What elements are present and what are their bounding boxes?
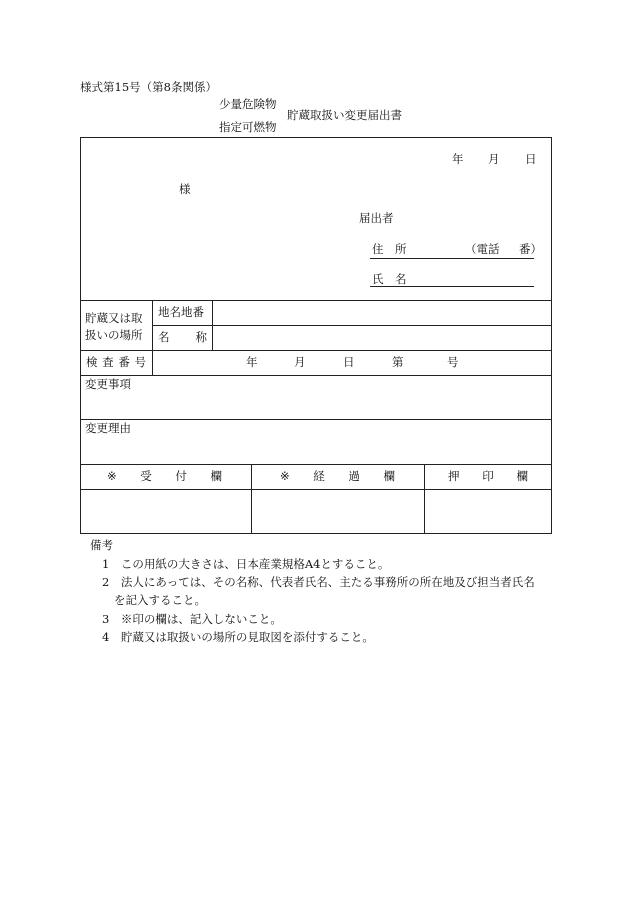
inspection-label-char: 査: [102, 355, 114, 369]
seal-header-char: 印: [482, 469, 494, 483]
inspection-label-char: 検: [86, 355, 98, 369]
location-name-char: 名: [158, 330, 170, 344]
date-day-label: 日: [525, 152, 537, 166]
reception-column-header: [107, 471, 222, 483]
phone-close-label: 番）: [519, 242, 542, 256]
rule-change-items-top: [80, 375, 552, 376]
inspection-label-char: 号: [134, 355, 146, 369]
change-items-field[interactable]: [81, 392, 551, 418]
address-field-underline[interactable]: [370, 258, 534, 259]
change-items-label: 変更事項: [85, 377, 131, 391]
location-label-line2: 扱いの場所: [85, 328, 143, 342]
notes-title: 備考: [90, 538, 113, 552]
note-item: 2 法人にあっては、その名称、代表者氏名、主たる事務所の所在地及び担当者氏名: [102, 575, 535, 589]
rule-location-divider-1: [152, 300, 153, 375]
title-prefix-top: 少量危険物: [219, 97, 277, 111]
rule-inspection-top: [80, 350, 552, 351]
inspection-label-char: 番: [118, 355, 130, 369]
title-prefix-bottom: 指定可燃物: [219, 120, 277, 134]
seal-header-char: 欄: [516, 469, 528, 483]
seal-header-char: 押: [448, 469, 460, 483]
note-item: 4 貯蔵又は取扱いの場所の見取図を添付すること。: [102, 630, 374, 644]
reception-column-field[interactable]: [81, 490, 250, 533]
progress-header-char: 過: [348, 469, 360, 483]
note-item: 1 この用紙の大きさは、日本産業規格A4とすること。: [102, 557, 390, 571]
change-reason-label: 変更理由: [85, 421, 131, 435]
name-field-underline[interactable]: [370, 286, 534, 287]
inspection-number-suffix: 号: [447, 355, 459, 369]
inspection-label: [86, 357, 146, 369]
reception-header-char: 受: [140, 469, 152, 483]
seal-column-field[interactable]: [425, 490, 551, 533]
progress-header-char: 経: [313, 469, 325, 483]
phone-open-label: （電話: [465, 242, 500, 256]
address-label: 住 所: [372, 242, 407, 256]
note-item: 3 ※印の欄は、記入しないこと。: [102, 612, 282, 626]
form-title: 貯蔵取扱い変更届出書: [287, 108, 402, 122]
notifier-label: 届出者: [359, 211, 394, 225]
seal-column-header: [448, 471, 528, 483]
rule-columns-top: [80, 464, 552, 465]
date-month-label: 月: [488, 152, 500, 166]
change-reason-field[interactable]: [81, 436, 551, 463]
addressee-suffix: 様: [179, 182, 191, 196]
location-lot-field[interactable]: [213, 301, 551, 324]
note-item: を記入すること。: [114, 593, 206, 607]
progress-column-header: [280, 471, 395, 483]
location-name-label: [158, 332, 207, 344]
inspection-day: 日: [343, 355, 355, 369]
form-number: 様式第15号（第8条関係）: [80, 80, 217, 94]
inspection-number-prefix: 第: [392, 355, 404, 369]
reception-header-char: 付: [175, 469, 187, 483]
date-year-label: 年: [452, 152, 464, 166]
location-name-field[interactable]: [213, 326, 551, 349]
location-name-char: 称: [195, 330, 207, 344]
inspection-year: 年: [246, 355, 258, 369]
name-label: 氏 名: [372, 272, 407, 286]
progress-column-field[interactable]: [252, 490, 423, 533]
inspection-month: 月: [294, 355, 306, 369]
progress-header-char: 欄: [383, 469, 395, 483]
location-lot-label: 地名地番: [158, 305, 204, 319]
reception-header-char: 欄: [210, 469, 222, 483]
location-label-line1: 貯蔵又は取: [85, 311, 143, 325]
rule-change-reason-top: [80, 419, 552, 420]
reception-header-char: ※: [107, 469, 117, 483]
progress-header-char: ※: [280, 469, 290, 483]
